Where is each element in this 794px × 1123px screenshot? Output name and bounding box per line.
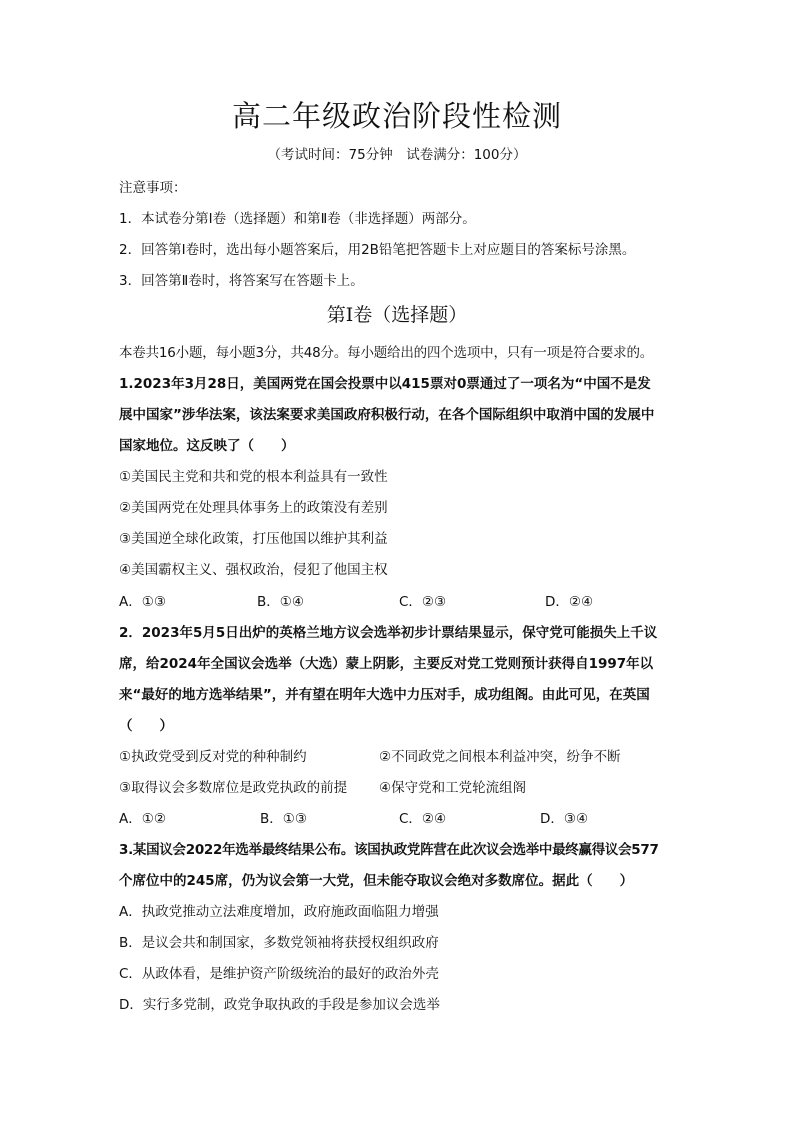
q2-option-a: A．①②	[119, 811, 166, 827]
q2-stem-line-4: （ ）	[119, 718, 173, 734]
note-item-2: 2．回答第Ⅰ卷时，选出每小题答案后，用2B铅笔把答题卡上对应题目的答案标号涂黑。	[119, 242, 636, 258]
q3-option-b: B．是议会共和制国家，多数党领袖将获授权组织政府	[119, 935, 439, 951]
q2-stem-line-1: 2．2023年5月5日出炉的英格兰地方议会选举初步计票结果显示，保守党可能损失上千议	[119, 625, 658, 641]
q2-stem-line-3: 来“最好的地方选举结果”，并有望在明年大选中力压对手，成功组阁。由此可见，在英国	[119, 687, 650, 703]
q3-option-c: C．从政体看，是维护资产阶级统治的最好的政治外壳	[119, 966, 439, 982]
q3-stem-line-1: 3.某国议会2022年选举最终结果公布。该国执政党阵营在此次议会选举中最终赢得议会577	[119, 842, 659, 858]
notes-heading: 注意事项：	[119, 180, 187, 196]
q1-stem-line-1: 1.2023年3月28日，美国两党在国会投票中以415票对0票通过了一项名为“中国不是发	[119, 376, 651, 392]
q2-option-c: C．②④	[399, 811, 447, 827]
q3-option-d: D．实行多党制，政党争取执政的手段是参加议会选举	[119, 997, 440, 1013]
section-instructions: 本卷共16小题，每小题3分，共48分。每小题给出的四个选项中，只有一项是符合要求的。	[119, 345, 654, 361]
q1-statement-2: ②美国两党在处理具体事务上的政策没有差别	[119, 500, 388, 516]
q2-stem-line-2: 席，给2024年全国议会选举（大选）蒙上阴影，主要反对党工党则预计获得自1997年以	[119, 656, 654, 672]
q2-statement-1: ①执政党受到反对党的种种制约	[119, 749, 307, 765]
q2-option-b: B．①③	[260, 811, 307, 827]
q1-statement-4: ④美国霸权主义、强权政治，侵犯了他国主权	[119, 562, 388, 578]
q2-option-d: D．③④	[540, 811, 589, 827]
q3-option-a: A．执政党推动立法难度增加，政府施政面临阻力增强	[119, 904, 439, 920]
q1-statement-3: ③美国逆全球化政策，打压他国以维护其利益	[119, 531, 388, 547]
section-title: 第Ⅰ卷（选择题）	[326, 304, 468, 326]
q1-option-b: B．①④	[257, 594, 304, 610]
q2-statement-2: ②不同政党之间根本利益冲突，纷争不断	[379, 749, 621, 765]
note-item-3: 3．回答第Ⅱ卷时，将答案写在答题卡上。	[119, 273, 364, 289]
q2-statement-3: ③取得议会多数席位是政党执政的前提	[119, 780, 348, 796]
q2-statement-4: ④保守党和工党轮流组阁	[379, 780, 527, 796]
q1-statement-1: ①美国民主党和共和党的根本利益具有一致性	[119, 469, 388, 485]
q1-stem-line-3: 国家地位。这反映了（ ）	[119, 438, 295, 454]
q1-option-c: C．②③	[399, 594, 447, 610]
q1-option-a: A．①③	[119, 594, 166, 610]
exam-title: 高二年级政治阶段性检测	[231, 99, 562, 133]
note-item-1: 1．本试卷分第Ⅰ卷（选择题）和第Ⅱ卷（非选择题）两部分。	[119, 211, 476, 227]
q1-option-d: D．②④	[545, 594, 594, 610]
q1-stem-line-2: 展中国家”涉华法案，该法案要求美国政府积极行动，在各个国际组织中取消中国的发展中	[119, 407, 655, 423]
exam-subtitle: （考试时间：75分钟 试卷满分：100分）	[267, 147, 527, 163]
q3-stem-line-2: 个席位中的245席，仍为议会第一大党，但未能夺取议会绝对多数席位。据此（ ）	[119, 873, 634, 889]
